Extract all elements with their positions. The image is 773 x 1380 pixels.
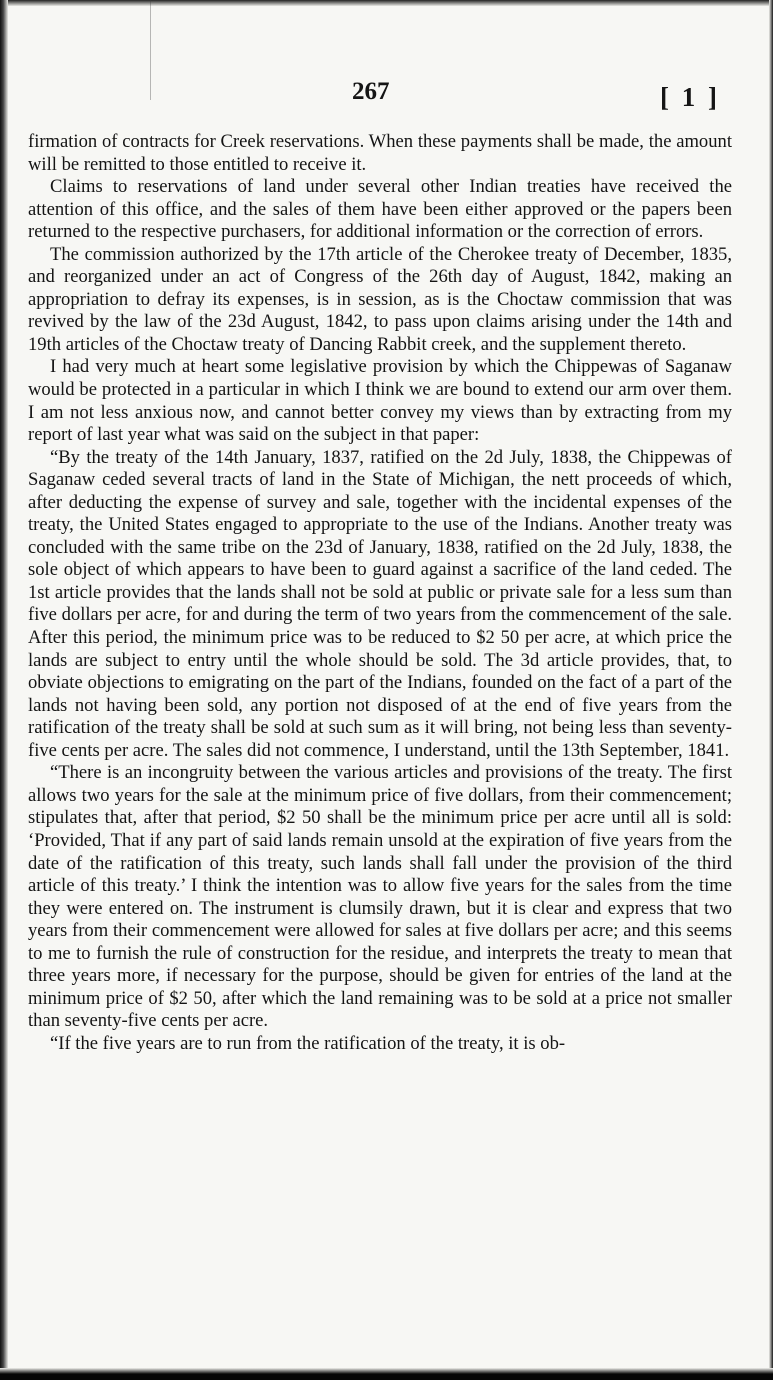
- scan-edge-right: [769, 0, 773, 1380]
- body-text: [28, 131, 732, 1055]
- paragraph: firmation of contracts for Creek reservations. When these payments shall be made, the amount will be remitted to those entitled to receive it.: [28, 131, 732, 175]
- quoted-paragraph: “There is an incongruity between the various articles and provisions of the treaty. The first allows two years for the sale at the minimum price of five dollars, from their commencement; stipulates that, after that period, $2 50 shall be the minimum price per acre until all is sold: ‘Provided, That if any part of said lands remain unsold at the expiration of five years from the date of the ratification of this treaty, such lands shall fall under the provision of the third article of this treaty.’ I think the intention was to allow five years for the sales from the time they were entered on. The instrument is clumsily drawn, but it is clear and express that two years from their commencement were allowed for sales at five dollars per acre; and this seems to me to furnish the rule of construction for the residue, and interprets the treaty to mean that three years more, if necessary for the purpose, should be given for entries of the land at the minimum price of $2 50, after which the land remaining was to be sold at a price not smaller than seventy-five cents per acre.: [28, 762, 732, 1032]
- paragraph: The commission authorized by the 17th article of the Cherokee treaty of December, 1835, and reorganized under an act of Congress of the 26th day of August, 1842, making an appropriation to defray its expenses, is in session, as is the Choctaw commission that was revived by the law of the 23d August, 1842, to pass upon claims arising under the 14th and 19th articles of the Choctaw treaty of Dancing Rabbit creek, and the supplement thereto.: [28, 243, 732, 355]
- paragraph: Claims to reservations of land under several other Indian treaties have received the attention of this office, and the sales of them have been either approved or the papers been returned to the respective purchasers, for additional information or the correction of errors.: [28, 176, 732, 243]
- page-number: 267: [352, 78, 390, 105]
- page-header: [0, 78, 773, 118]
- paragraph: I had very much at heart some legislative provision by which the Chippewas of Saganaw would be protected in a particular in which I think we are bound to extend our arm over them. I am not less anxious now, and cannot better convey my views than by extracting from my report of last year what was said on the subject in that paper:: [28, 356, 732, 446]
- document-number: [ 1 ]: [660, 82, 720, 112]
- quoted-paragraph: “If the five years are to run from the ratification of the treaty, it is ob-: [50, 1032, 566, 1054]
- scan-edge-top: [0, 0, 773, 6]
- scan-edge-bottom: [0, 1368, 773, 1380]
- scan-edge-left: [0, 0, 8, 1380]
- quoted-paragraph: “By the treaty of the 14th January, 1837, ratified on the 2d July, 1838, the Chippewas of Saganaw ceded several tracts of land in the State of Michigan, the nett proceeds of which, after deducting the expense of survey and sale, together with the incidental expenses of the treaty, the United States engaged to appropriate to the use of the Indians. Another treaty was concluded with the same tribe on the 23d of January, 1838, ratified on the 2d July, 1838, the sole object of which appears to have been to guard against a sacrifice of the land ceded. The 1st article provides that the lands shall not be sold at public or private sale for a less sum than five dollars per acre, for and during the term of two years from the commencement of the sale. After this period, the minimum price was to be reduced to $2 50 per acre, at which price the lands are subject to entry until the whole should be sold. The 3d article provides, that, to obviate objections to emigrating on the part of the Indians, founded on the fact of a part of the lands not having been sold, any portion not disposed of at the end of five years from the ratification of the treaty shall be sold at such sum as it will bring, not being less than seventy-five cents per acre. The sales did not commence, I understand, until the 13th September, 1841.: [28, 446, 732, 761]
